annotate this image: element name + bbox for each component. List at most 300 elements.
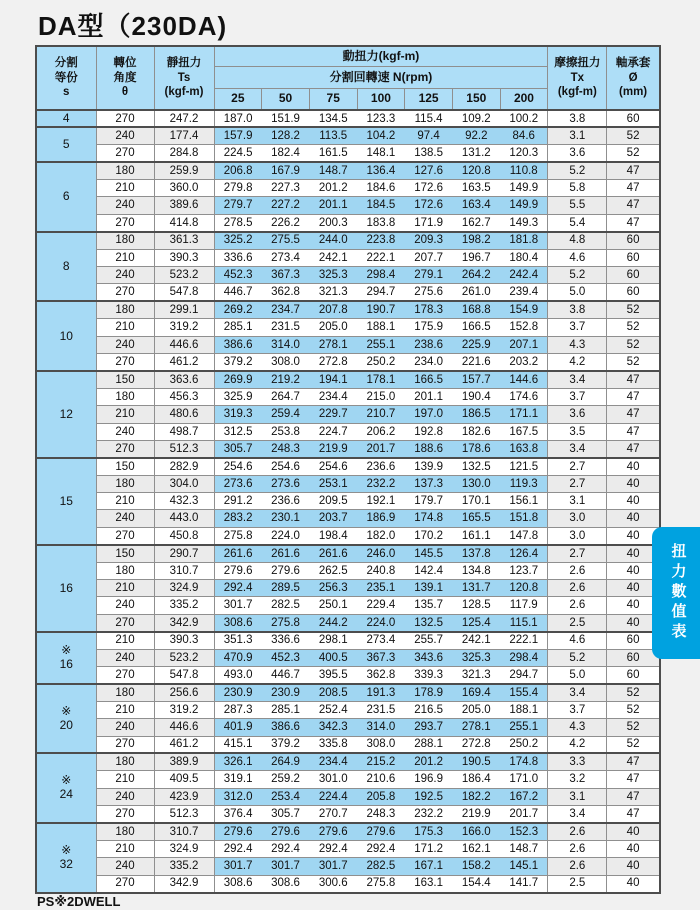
torque-cell-75: 250.1 xyxy=(309,597,357,614)
torque-cell-150: 162.7 xyxy=(452,214,500,231)
torque-cell-75: 262.5 xyxy=(309,562,357,579)
torque-cell-25: 336.6 xyxy=(214,249,262,266)
table-row xyxy=(36,110,660,127)
torque-cell-50: 386.6 xyxy=(262,719,310,736)
bearing-sleeve-cell: 47 xyxy=(607,371,660,388)
torque-cell-75: 242.1 xyxy=(309,249,357,266)
torque-cell-150: 157.7 xyxy=(452,371,500,388)
torque-cell-100: 282.5 xyxy=(357,858,405,875)
torque-cell-50: 275.8 xyxy=(262,614,310,631)
torque-cell-75: 254.6 xyxy=(309,458,357,475)
side-tab-label: 扭力數值表 xyxy=(669,543,687,643)
table-row xyxy=(36,319,660,336)
header-static-torque: 靜扭力 Ts (kgf-m) xyxy=(154,46,214,110)
table-row xyxy=(36,458,660,475)
table-row xyxy=(36,580,660,597)
torque-cell-50: 231.5 xyxy=(262,319,310,336)
static-torque-cell: 547.8 xyxy=(154,284,214,301)
torque-cell-75: 253.1 xyxy=(309,475,357,492)
torque-cell-100: 184.6 xyxy=(357,180,405,197)
torque-cell-75: 400.5 xyxy=(309,649,357,666)
torque-cell-200: 167.2 xyxy=(500,788,548,805)
friction-torque-cell: 4.3 xyxy=(548,336,607,353)
torque-cell-75: 207.8 xyxy=(309,301,357,318)
torque-cell-125: 175.9 xyxy=(405,319,453,336)
table-row xyxy=(36,719,660,736)
torque-cell-50: 279.6 xyxy=(262,823,310,840)
friction-torque-cell: 5.2 xyxy=(548,267,607,284)
table-row xyxy=(36,475,660,492)
torque-cell-75: 224.7 xyxy=(309,423,357,440)
torque-cell-100: 201.7 xyxy=(357,440,405,457)
torque-cell-125: 132.5 xyxy=(405,614,453,631)
torque-cell-125: 171.9 xyxy=(405,214,453,231)
static-torque-cell: 361.3 xyxy=(154,232,214,249)
friction-torque-cell: 3.1 xyxy=(548,127,607,144)
bearing-sleeve-cell: 60 xyxy=(607,267,660,284)
torque-cell-25: 273.6 xyxy=(214,475,262,492)
torque-cell-125: 232.2 xyxy=(405,806,453,823)
friction-torque-cell: 3.5 xyxy=(548,423,607,440)
friction-torque-cell: 2.6 xyxy=(548,858,607,875)
torque-cell-150: 131.7 xyxy=(452,580,500,597)
table-row xyxy=(36,527,660,544)
torque-cell-25: 285.1 xyxy=(214,319,262,336)
static-torque-cell: 547.8 xyxy=(154,667,214,684)
torque-cell-75: 325.3 xyxy=(309,267,357,284)
torque-cell-150: 132.5 xyxy=(452,458,500,475)
torque-cell-200: 123.7 xyxy=(500,562,548,579)
header-speed-150: 150 xyxy=(452,88,500,110)
torque-cell-150: 168.8 xyxy=(452,301,500,318)
table-row xyxy=(36,388,660,405)
torque-cell-150: 169.4 xyxy=(452,684,500,701)
torque-cell-50: 230.1 xyxy=(262,510,310,527)
angle-cell: 210 xyxy=(96,701,154,718)
table-row xyxy=(36,162,660,179)
bearing-sleeve-cell: 60 xyxy=(607,649,660,666)
torque-cell-200: 188.1 xyxy=(500,701,548,718)
torque-cell-125: 275.6 xyxy=(405,284,453,301)
torque-cell-75: 279.6 xyxy=(309,823,357,840)
table-header xyxy=(36,46,660,110)
torque-cell-150: 166.5 xyxy=(452,319,500,336)
angle-cell: 210 xyxy=(96,406,154,423)
torque-cell-100: 308.0 xyxy=(357,736,405,753)
torque-cell-200: 145.1 xyxy=(500,858,548,875)
torque-cell-200: 239.4 xyxy=(500,284,548,301)
torque-cell-25: 279.6 xyxy=(214,562,262,579)
angle-cell: 270 xyxy=(96,440,154,457)
torque-cell-125: 115.4 xyxy=(405,110,453,127)
torque-cell-25: 291.2 xyxy=(214,493,262,510)
torque-cell-100: 240.8 xyxy=(357,562,405,579)
angle-cell: 270 xyxy=(96,214,154,231)
friction-torque-cell: 4.2 xyxy=(548,353,607,370)
header-friction-torque: 摩擦扭力 Tx (kgf-m) xyxy=(548,46,607,110)
torque-cell-50: 224.0 xyxy=(262,527,310,544)
static-torque-cell: 177.4 xyxy=(154,127,214,144)
friction-torque-cell: 5.0 xyxy=(548,284,607,301)
torque-spec-table xyxy=(35,45,661,894)
torque-cell-50: 230.9 xyxy=(262,684,310,701)
torque-cell-150: 186.5 xyxy=(452,406,500,423)
torque-cell-50: 236.6 xyxy=(262,493,310,510)
torque-cell-200: 149.9 xyxy=(500,180,548,197)
table-row xyxy=(36,301,660,318)
torque-cell-150: 134.8 xyxy=(452,562,500,579)
friction-torque-cell: 5.2 xyxy=(548,162,607,179)
torque-cell-50: 226.2 xyxy=(262,214,310,231)
static-torque-cell: 450.8 xyxy=(154,527,214,544)
table-body xyxy=(36,110,660,893)
torque-cell-200: 250.2 xyxy=(500,736,548,753)
torque-cell-25: 278.5 xyxy=(214,214,262,231)
bearing-sleeve-cell: 47 xyxy=(607,771,660,788)
friction-torque-cell: 5.0 xyxy=(548,667,607,684)
torque-cell-75: 270.7 xyxy=(309,806,357,823)
static-torque-cell: 461.2 xyxy=(154,353,214,370)
bearing-sleeve-cell: 40 xyxy=(607,875,660,892)
static-torque-cell: 523.2 xyxy=(154,267,214,284)
torque-cell-150: 178.6 xyxy=(452,440,500,457)
angle-cell: 150 xyxy=(96,371,154,388)
table-row xyxy=(36,875,660,892)
torque-cell-200: 171.1 xyxy=(500,406,548,423)
table-row xyxy=(36,858,660,875)
torque-cell-150: 242.1 xyxy=(452,632,500,649)
torque-cell-200: 207.1 xyxy=(500,336,548,353)
static-torque-cell: 512.3 xyxy=(154,806,214,823)
torque-cell-200: 171.0 xyxy=(500,771,548,788)
angle-cell: 240 xyxy=(96,336,154,353)
torque-cell-75: 229.7 xyxy=(309,406,357,423)
torque-cell-150: 190.4 xyxy=(452,388,500,405)
torque-cell-75: 234.4 xyxy=(309,753,357,770)
torque-cell-25: 415.1 xyxy=(214,736,262,753)
torque-cell-150: 205.0 xyxy=(452,701,500,718)
torque-cell-50: 452.3 xyxy=(262,649,310,666)
torque-cell-100: 248.3 xyxy=(357,806,405,823)
angle-cell: 270 xyxy=(96,806,154,823)
torque-cell-125: 178.9 xyxy=(405,684,453,701)
torque-cell-150: 196.7 xyxy=(452,249,500,266)
torque-cell-200: 222.1 xyxy=(500,632,548,649)
bearing-sleeve-cell: 47 xyxy=(607,753,660,770)
static-torque-cell: 389.6 xyxy=(154,197,214,214)
torque-cell-50: 273.6 xyxy=(262,475,310,492)
table-row xyxy=(36,214,660,231)
torque-cell-100: 279.6 xyxy=(357,823,405,840)
bearing-sleeve-cell: 60 xyxy=(607,232,660,249)
torque-cell-125: 293.7 xyxy=(405,719,453,736)
torque-cell-50: 253.4 xyxy=(262,788,310,805)
static-torque-cell: 319.2 xyxy=(154,319,214,336)
friction-torque-cell: 2.6 xyxy=(548,562,607,579)
torque-cell-25: 470.9 xyxy=(214,649,262,666)
torque-cell-25: 279.7 xyxy=(214,197,262,214)
torque-table-side-tab[interactable] xyxy=(652,527,700,659)
bearing-sleeve-cell: 47 xyxy=(607,180,660,197)
torque-cell-200: 126.4 xyxy=(500,545,548,562)
friction-torque-cell: 2.7 xyxy=(548,545,607,562)
friction-torque-cell: 4.8 xyxy=(548,232,607,249)
torque-cell-50: 289.5 xyxy=(262,580,310,597)
torque-cell-50: 273.4 xyxy=(262,249,310,266)
torque-cell-100: 210.6 xyxy=(357,771,405,788)
torque-cell-100: 232.2 xyxy=(357,475,405,492)
group-label: 4 xyxy=(36,110,96,127)
torque-cell-200: 121.5 xyxy=(500,458,548,475)
static-torque-cell: 360.0 xyxy=(154,180,214,197)
torque-cell-25: 305.7 xyxy=(214,440,262,457)
torque-cell-150: 325.3 xyxy=(452,649,500,666)
header-divisions: 分割 等份 s xyxy=(36,46,96,110)
table-row xyxy=(36,232,660,249)
header-bearing-sleeve: 軸承套 Ø (mm) xyxy=(607,46,660,110)
table-row xyxy=(36,597,660,614)
bearing-sleeve-cell: 40 xyxy=(607,823,660,840)
friction-torque-cell: 3.8 xyxy=(548,301,607,318)
torque-cell-150: 161.1 xyxy=(452,527,500,544)
bearing-sleeve-cell: 60 xyxy=(607,249,660,266)
torque-cell-50: 379.2 xyxy=(262,736,310,753)
friction-torque-cell: 3.7 xyxy=(548,701,607,718)
torque-cell-125: 343.6 xyxy=(405,649,453,666)
table-row xyxy=(36,788,660,805)
angle-cell: 210 xyxy=(96,493,154,510)
torque-cell-150: 163.4 xyxy=(452,197,500,214)
torque-cell-125: 145.5 xyxy=(405,545,453,562)
torque-cell-50: 259.2 xyxy=(262,771,310,788)
angle-cell: 210 xyxy=(96,249,154,266)
angle-cell: 180 xyxy=(96,562,154,579)
static-torque-cell: 335.2 xyxy=(154,597,214,614)
torque-cell-25: 279.8 xyxy=(214,180,262,197)
torque-cell-150: 162.1 xyxy=(452,840,500,857)
torque-cell-50: 305.7 xyxy=(262,806,310,823)
group-label: 8 xyxy=(36,232,96,302)
bearing-sleeve-cell: 60 xyxy=(607,632,660,649)
header-speed-50: 50 xyxy=(262,88,310,110)
static-torque-cell: 342.9 xyxy=(154,614,214,631)
torque-cell-25: 379.2 xyxy=(214,353,262,370)
torque-cell-75: 234.4 xyxy=(309,388,357,405)
torque-cell-150: 272.8 xyxy=(452,736,500,753)
torque-cell-100: 123.3 xyxy=(357,110,405,127)
torque-cell-125: 192.8 xyxy=(405,423,453,440)
torque-cell-125: 139.9 xyxy=(405,458,453,475)
torque-cell-125: 339.3 xyxy=(405,667,453,684)
torque-cell-100: 136.4 xyxy=(357,162,405,179)
bearing-sleeve-cell: 40 xyxy=(607,597,660,614)
torque-cell-25: 376.4 xyxy=(214,806,262,823)
torque-cell-125: 174.8 xyxy=(405,510,453,527)
table-row xyxy=(36,701,660,718)
torque-cell-125: 178.3 xyxy=(405,301,453,318)
table-row xyxy=(36,353,660,370)
torque-cell-100: 215.0 xyxy=(357,388,405,405)
torque-cell-25: 157.9 xyxy=(214,127,262,144)
table-row xyxy=(36,267,660,284)
static-torque-cell: 498.7 xyxy=(154,423,214,440)
torque-cell-75: 292.4 xyxy=(309,840,357,857)
bearing-sleeve-cell: 40 xyxy=(607,458,660,475)
torque-cell-75: 113.5 xyxy=(309,127,357,144)
torque-cell-50: 301.7 xyxy=(262,858,310,875)
torque-cell-200: 180.4 xyxy=(500,249,548,266)
torque-cell-75: 301.0 xyxy=(309,771,357,788)
torque-cell-50: 308.6 xyxy=(262,875,310,892)
angle-cell: 270 xyxy=(96,284,154,301)
torque-cell-25: 275.8 xyxy=(214,527,262,544)
torque-cell-200: 120.3 xyxy=(500,145,548,162)
torque-cell-25: 325.2 xyxy=(214,232,262,249)
static-torque-cell: 432.3 xyxy=(154,493,214,510)
torque-cell-100: 192.1 xyxy=(357,493,405,510)
static-torque-cell: 247.2 xyxy=(154,110,214,127)
torque-cell-100: 186.9 xyxy=(357,510,405,527)
bearing-sleeve-cell: 52 xyxy=(607,301,660,318)
static-torque-cell: 304.0 xyxy=(154,475,214,492)
torque-cell-200: 148.7 xyxy=(500,840,548,857)
torque-cell-125: 166.5 xyxy=(405,371,453,388)
torque-cell-100: 178.1 xyxy=(357,371,405,388)
angle-cell: 240 xyxy=(96,858,154,875)
torque-cell-200: 149.3 xyxy=(500,214,548,231)
torque-cell-150: 198.2 xyxy=(452,232,500,249)
torque-cell-25: 452.3 xyxy=(214,267,262,284)
friction-torque-cell: 3.4 xyxy=(548,806,607,823)
static-torque-cell: 310.7 xyxy=(154,562,214,579)
torque-cell-150: 128.5 xyxy=(452,597,500,614)
angle-cell: 180 xyxy=(96,232,154,249)
bearing-sleeve-cell: 60 xyxy=(607,110,660,127)
torque-cell-125: 172.6 xyxy=(405,180,453,197)
torque-cell-50: 253.8 xyxy=(262,423,310,440)
torque-cell-150: 125.4 xyxy=(452,614,500,631)
torque-cell-125: 288.1 xyxy=(405,736,453,753)
static-torque-cell: 414.8 xyxy=(154,214,214,231)
table-row xyxy=(36,197,660,214)
table-row xyxy=(36,510,660,527)
torque-cell-50: 275.5 xyxy=(262,232,310,249)
static-torque-cell: 284.8 xyxy=(154,145,214,162)
static-torque-cell: 282.9 xyxy=(154,458,214,475)
bearing-sleeve-cell: 47 xyxy=(607,388,660,405)
bearing-sleeve-cell: 47 xyxy=(607,406,660,423)
friction-torque-cell: 2.7 xyxy=(548,475,607,492)
torque-cell-200: 155.4 xyxy=(500,684,548,701)
bearing-sleeve-cell: 40 xyxy=(607,562,660,579)
friction-torque-cell: 4.2 xyxy=(548,736,607,753)
friction-torque-cell: 2.5 xyxy=(548,875,607,892)
friction-torque-cell: 2.5 xyxy=(548,614,607,631)
group-label: ※ 20 xyxy=(36,684,96,754)
angle-cell: 180 xyxy=(96,753,154,770)
torque-cell-125: 127.6 xyxy=(405,162,453,179)
torque-cell-125: 142.4 xyxy=(405,562,453,579)
torque-cell-125: 188.6 xyxy=(405,440,453,457)
torque-cell-125: 175.3 xyxy=(405,823,453,840)
static-torque-cell: 256.6 xyxy=(154,684,214,701)
torque-cell-75: 219.9 xyxy=(309,440,357,457)
torque-cell-100: 275.8 xyxy=(357,875,405,892)
torque-cell-200: 120.8 xyxy=(500,580,548,597)
torque-cell-25: 187.0 xyxy=(214,110,262,127)
static-torque-cell: 335.2 xyxy=(154,858,214,875)
torque-cell-100: 210.7 xyxy=(357,406,405,423)
torque-cell-25: 326.1 xyxy=(214,753,262,770)
torque-cell-200: 163.8 xyxy=(500,440,548,457)
static-torque-cell: 456.3 xyxy=(154,388,214,405)
torque-cell-150: 264.2 xyxy=(452,267,500,284)
static-torque-cell: 324.9 xyxy=(154,840,214,857)
torque-cell-200: 117.9 xyxy=(500,597,548,614)
table-row xyxy=(36,336,660,353)
torque-cell-200: 144.6 xyxy=(500,371,548,388)
static-torque-cell: 324.9 xyxy=(154,580,214,597)
torque-cell-25: 319.1 xyxy=(214,771,262,788)
torque-cell-125: 207.7 xyxy=(405,249,453,266)
torque-cell-150: 261.0 xyxy=(452,284,500,301)
bearing-sleeve-cell: 47 xyxy=(607,197,660,214)
angle-cell: 270 xyxy=(96,353,154,370)
bearing-sleeve-cell: 40 xyxy=(607,510,660,527)
table-row xyxy=(36,649,660,666)
torque-cell-75: 161.5 xyxy=(309,145,357,162)
bearing-sleeve-cell: 52 xyxy=(607,719,660,736)
torque-cell-25: 269.9 xyxy=(214,371,262,388)
static-torque-cell: 523.2 xyxy=(154,649,214,666)
friction-torque-cell: 3.6 xyxy=(548,406,607,423)
torque-cell-125: 201.2 xyxy=(405,753,453,770)
torque-cell-125: 97.4 xyxy=(405,127,453,144)
torque-cell-200: 151.8 xyxy=(500,510,548,527)
angle-cell: 180 xyxy=(96,475,154,492)
torque-cell-25: 301.7 xyxy=(214,597,262,614)
torque-cell-100: 235.1 xyxy=(357,580,405,597)
torque-cell-25: 308.6 xyxy=(214,614,262,631)
torque-cell-25: 206.8 xyxy=(214,162,262,179)
torque-cell-100: 182.0 xyxy=(357,527,405,544)
friction-torque-cell: 5.5 xyxy=(548,197,607,214)
torque-cell-50: 227.2 xyxy=(262,197,310,214)
angle-cell: 240 xyxy=(96,127,154,144)
torque-cell-125: 163.1 xyxy=(405,875,453,892)
bearing-sleeve-cell: 47 xyxy=(607,440,660,457)
group-label: 12 xyxy=(36,371,96,458)
torque-cell-125: 170.2 xyxy=(405,527,453,544)
table-row xyxy=(36,371,660,388)
torque-cell-150: 92.2 xyxy=(452,127,500,144)
static-torque-cell: 446.6 xyxy=(154,719,214,736)
torque-cell-50: 128.2 xyxy=(262,127,310,144)
angle-cell: 240 xyxy=(96,267,154,284)
torque-cell-25: 312.0 xyxy=(214,788,262,805)
angle-cell: 180 xyxy=(96,162,154,179)
friction-torque-cell: 4.6 xyxy=(548,632,607,649)
table-row xyxy=(36,440,660,457)
torque-cell-125: 216.5 xyxy=(405,701,453,718)
angle-cell: 270 xyxy=(96,110,154,127)
table-row xyxy=(36,614,660,631)
friction-torque-cell: 3.0 xyxy=(548,510,607,527)
bearing-sleeve-cell: 40 xyxy=(607,545,660,562)
torque-cell-25: 446.7 xyxy=(214,284,262,301)
torque-cell-25: 287.3 xyxy=(214,701,262,718)
static-torque-cell: 363.6 xyxy=(154,371,214,388)
